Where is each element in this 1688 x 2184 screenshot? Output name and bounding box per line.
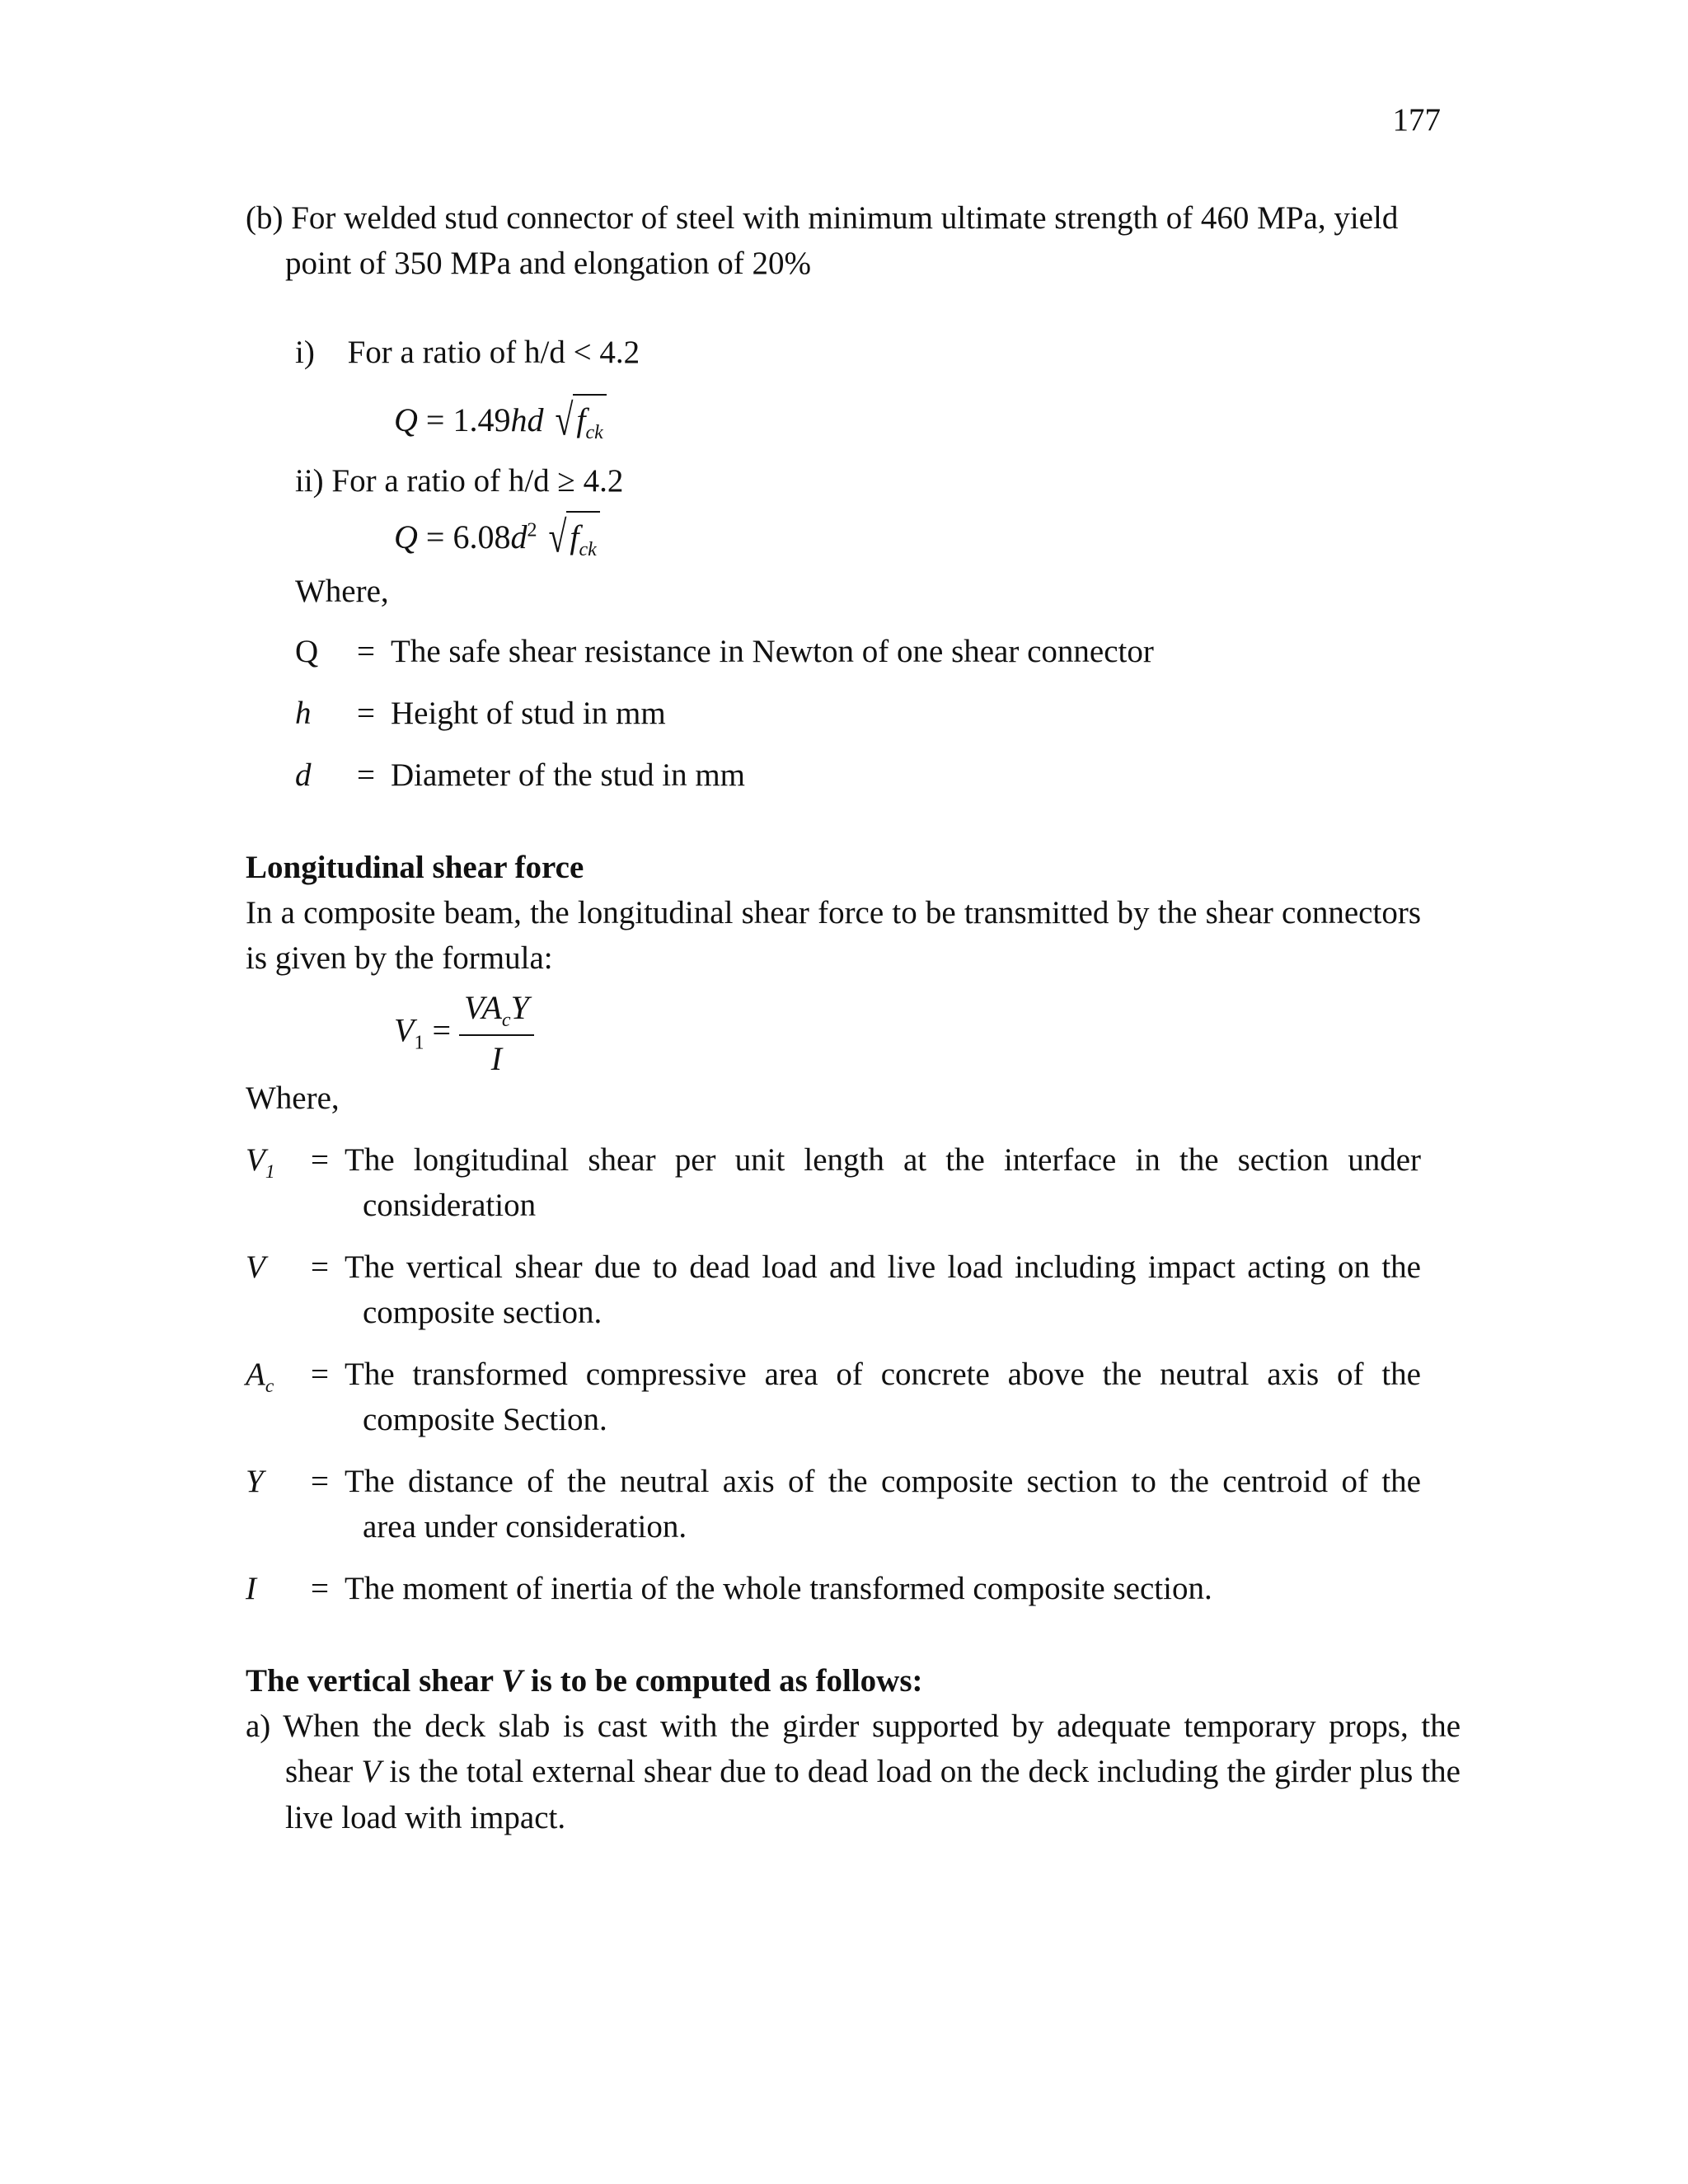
- formula-lhs-sub: 1: [414, 1032, 424, 1054]
- radicand-sub: ck: [579, 539, 597, 560]
- case-i-line: [295, 330, 640, 375]
- equals-sign: =: [357, 634, 375, 669]
- definition-symbol: [246, 1352, 295, 1459]
- equals-sign: =: [357, 696, 375, 731]
- fraction: [459, 985, 534, 1083]
- case-i-label: i): [295, 335, 315, 370]
- section-heading: Longitudinal shear force: [246, 850, 584, 885]
- formula-lhs: Q: [394, 401, 418, 438]
- symbol-main: Y: [246, 1464, 264, 1499]
- symbol-sub: 1: [265, 1160, 275, 1183]
- definition-symbol: h: [295, 696, 312, 731]
- symbol-main: I: [246, 1571, 256, 1606]
- where-label-2: Where,: [246, 1080, 340, 1116]
- definition-line-2: composite Section.: [363, 1402, 607, 1438]
- definition-text: [345, 1459, 1421, 1566]
- where-label-1: Where,: [295, 574, 389, 609]
- definition-text: [345, 1566, 1421, 1632]
- radicand: f: [570, 518, 579, 555]
- definition-row: [246, 1566, 1421, 1632]
- numerator-b: Y: [510, 989, 529, 1026]
- formula-vars: hd: [510, 401, 544, 438]
- definition-text: [345, 1352, 1421, 1459]
- sqrt-symbol: √ $f_{ck}$: [545, 511, 599, 564]
- formula-power: 2: [527, 519, 537, 541]
- item-a-text-1: When the deck slab is cast with the girder supported by adequate temporary props, the shear: [283, 1708, 1461, 1790]
- definition-symbol: d: [295, 757, 312, 793]
- definition-symbol: [246, 1244, 295, 1352]
- item-a-symbol-v: V: [361, 1754, 382, 1790]
- formula-coef: 1.49: [452, 401, 511, 438]
- radicand-sub: ck: [585, 422, 603, 443]
- sqrt-symbol: √ $f_{ck}$: [551, 394, 606, 447]
- definition-line-1: The moment of inertia of the whole transformed composite section.: [345, 1571, 1212, 1606]
- numerator-sub: c: [501, 1010, 511, 1031]
- definition-text: Height of stud in mm: [391, 696, 666, 731]
- item-a-label: a): [246, 1708, 271, 1744]
- definition-line-1: The longitudinal shear per unit length at the interface in the section under: [345, 1142, 1421, 1178]
- definition-line-1: The vertical shear due to dead load and live load including impact acting on the: [345, 1249, 1421, 1285]
- radicand: f: [576, 401, 586, 438]
- definition-row: [246, 1352, 1421, 1459]
- definitions-list-1: [295, 629, 1154, 814]
- section-paragraph: In a composite beam, the longitudinal shear force to be transmitted by the shear connectors is given by the formula:: [246, 895, 1421, 977]
- equals-sign: =: [311, 1249, 329, 1285]
- definition-line-2: consideration: [363, 1188, 537, 1224]
- formula-q-case-i: Q = 1.49hd √ $f_{ck}$: [394, 394, 607, 447]
- case-ii-text: ii) For a ratio of h/d ≥ 4.2: [295, 463, 624, 499]
- heading-symbol-v: V: [501, 1663, 523, 1699]
- definition-row: [246, 1137, 1421, 1244]
- fraction-numerator: [459, 985, 534, 1036]
- equals-sign: =: [311, 1142, 329, 1178]
- heading-part-b: is to be computed as follows:: [523, 1663, 923, 1699]
- equals-sign: =: [311, 1464, 329, 1499]
- definition-line-1: The transformed compressive area of concrete above the neutral axis of the: [345, 1357, 1421, 1392]
- page-number: 177: [1392, 102, 1441, 138]
- symbol-main: A: [246, 1357, 265, 1392]
- formula-vars: d: [510, 518, 528, 555]
- formula-lhs: Q: [394, 518, 418, 555]
- definition-text: [345, 1137, 1421, 1244]
- definition-text: Diameter of the stud in mm: [391, 757, 745, 793]
- definition-line-1: The distance of the neutral axis of the composite section to the centroid of the: [345, 1464, 1421, 1499]
- definition-text: The safe shear resistance in Newton of one shear connector: [391, 634, 1154, 669]
- numerator-a: VA: [464, 989, 502, 1026]
- definition-symbol: Q: [295, 634, 319, 669]
- formula-v1: $V_1$ = $\frac{VA_cY}{I}$: [394, 985, 534, 1083]
- definition-symbol: [246, 1137, 295, 1244]
- heading-part-a: The vertical shear: [246, 1663, 502, 1699]
- definition-row: [295, 629, 1154, 691]
- fraction-denominator: I: [490, 1040, 503, 1078]
- definition-line-2: composite section.: [363, 1295, 603, 1331]
- definition-line-2: area under consideration.: [363, 1509, 687, 1545]
- case-i-text: For a ratio of h/d < 4.2: [347, 335, 640, 370]
- symbol-sub: c: [265, 1375, 274, 1397]
- equals-sign: =: [311, 1571, 329, 1606]
- definition-row: [295, 752, 1154, 814]
- definition-symbol: [246, 1566, 295, 1632]
- definition-row: [246, 1244, 1421, 1352]
- vertical-shear-heading: [246, 1658, 1421, 1704]
- item-b-paragraph: (b) For welded stud connector of steel with minimum ultimate strength of 460 MPa, yield point of 350 MPa and elongation of 20%: [246, 200, 1399, 282]
- definition-row: [246, 1459, 1421, 1566]
- formula-coef: 6.08: [452, 518, 511, 555]
- definition-symbol: [246, 1459, 295, 1566]
- equals-sign: =: [311, 1357, 329, 1392]
- item-a-text-2: is the total external shear due to dead load on the deck including the girder plus the live load with impact.: [285, 1754, 1461, 1835]
- definition-text: [345, 1244, 1421, 1352]
- equals-sign: =: [357, 757, 375, 793]
- formula-q-case-ii: $Q = 6.08d^2$ √ $f_{ck}$: [394, 511, 600, 564]
- symbol-main: V: [246, 1249, 265, 1285]
- definition-row: [295, 691, 1154, 752]
- item-a-paragraph: [246, 1704, 1461, 1840]
- symbol-main: V: [246, 1142, 265, 1178]
- definitions-list-2: [246, 1137, 1421, 1632]
- formula-lhs: V: [394, 1011, 415, 1049]
